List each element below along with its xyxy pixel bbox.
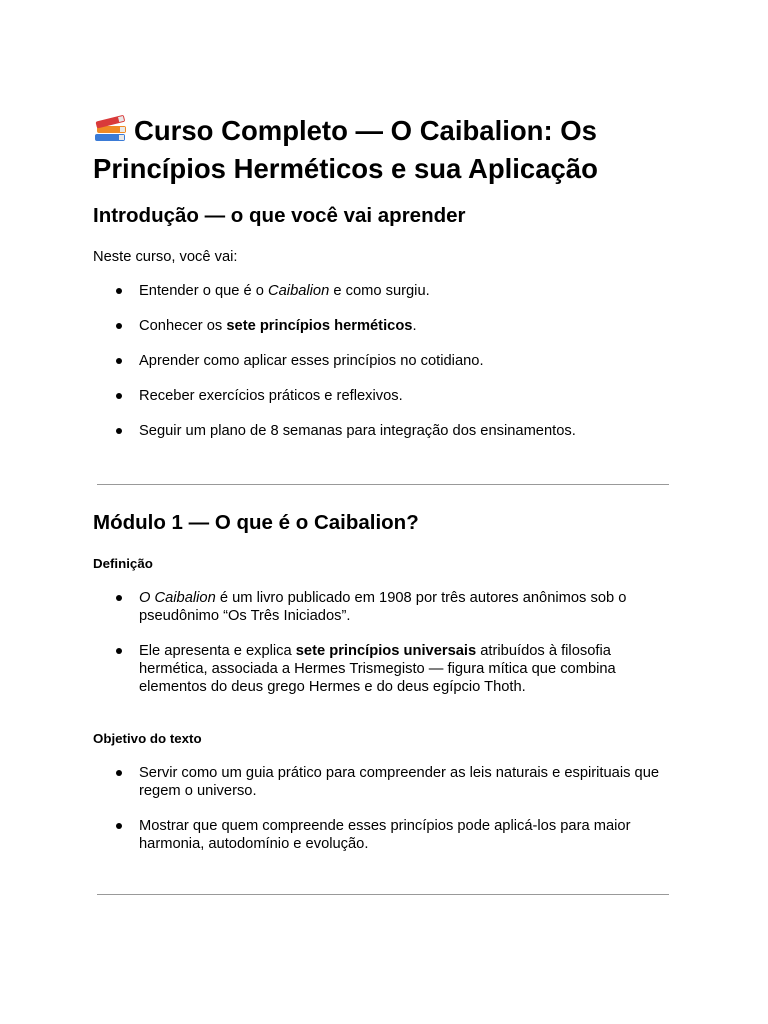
list-item: Seguir um plano de 8 semanas para integração dos ensinamentos. bbox=[93, 422, 683, 440]
definition-heading: Definição bbox=[93, 556, 153, 571]
list-item: Ele apresenta e explica sete princípios universais atribuídos à filosofia hermética, associada a Hermes Trismegisto — figura mítica que combina elementos do deus grego Hermes e do deus egípcio Thoth. bbox=[93, 642, 683, 696]
books-emoji-icon bbox=[93, 115, 129, 143]
page-title-text: Curso Completo — O Caibalion: Os Princípios Herméticos e sua Aplicação bbox=[93, 115, 598, 184]
module1-heading: Módulo 1 — O que é o Caibalion? bbox=[93, 511, 419, 534]
definition-list bbox=[93, 589, 683, 696]
intro-heading: Introdução — o que você vai aprender bbox=[93, 204, 466, 227]
intro-list bbox=[93, 282, 683, 440]
page-title bbox=[93, 112, 683, 188]
list-item: Entender o que é o Caibalion e como surgiu. bbox=[93, 282, 683, 300]
list-item: Mostrar que quem compreende esses princípios pode aplicá-los para maior harmonia, autodomínio e evolução. bbox=[93, 817, 683, 853]
document-page bbox=[93, 112, 683, 895]
list-item: Conhecer os sete princípios herméticos. bbox=[93, 317, 683, 335]
list-item: O Caibalion é um livro publicado em 1908 por três autores anônimos sob o pseudônimo “Os Três Iniciados”. bbox=[93, 589, 683, 625]
list-item: Aprender como aplicar esses princípios no cotidiano. bbox=[93, 352, 683, 370]
divider bbox=[97, 894, 669, 895]
list-item: Receber exercícios práticos e reflexivos. bbox=[93, 387, 683, 405]
list-item: Servir como um guia prático para compreender as leis naturais e espirituais que regem o universo. bbox=[93, 764, 683, 800]
divider bbox=[97, 484, 669, 485]
objective-heading: Objetivo do texto bbox=[93, 731, 202, 746]
objective-list bbox=[93, 764, 683, 853]
intro-lead: Neste curso, você vai: bbox=[93, 249, 238, 265]
